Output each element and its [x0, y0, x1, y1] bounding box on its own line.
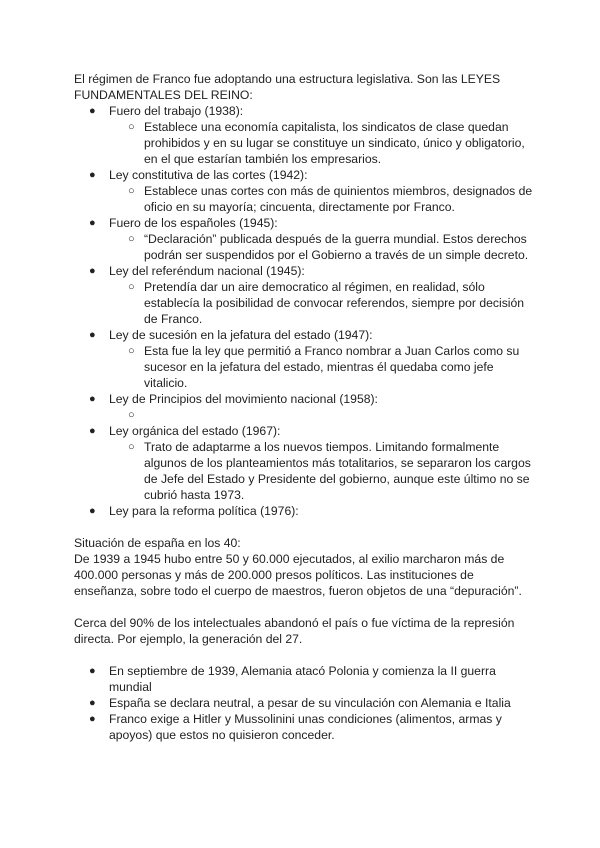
intro-paragraph: El régimen de Franco fue adoptando una estructura legislativa. Son las LEYES FUNDAMENTALES DEL REINO:: [74, 72, 501, 102]
event-item: [74, 711, 534, 743]
law-item: [74, 215, 534, 231]
sub-bullet-icon: ○: [128, 409, 135, 421]
sub-bullet-icon: ○: [128, 281, 135, 293]
law-title: Fuero del trabajo (1938):: [109, 104, 244, 118]
bullet-icon: ●: [89, 105, 96, 117]
law-item: [74, 423, 534, 439]
bullet-icon: ●: [89, 713, 96, 725]
bullet-icon: ●: [89, 329, 96, 341]
event-item: [74, 663, 534, 695]
law-note-text: Pretendía dar un aire democratico al régimen, en realidad, sólo establecía la posibilidad de convocar referendos, siempre por decisión de Franco.: [144, 280, 525, 326]
law-title: Ley para la reforma política (1976):: [109, 504, 299, 518]
event-text: España se declara neutral, a pesar de su vinculación con Alemania e Italia: [109, 696, 511, 710]
law-item: [74, 327, 534, 343]
sub-bullet-icon: ○: [128, 233, 135, 245]
law-title: Ley de sucesión en la jefatura del estado (1947):: [109, 328, 373, 342]
law-item: [74, 503, 534, 519]
law-note-text: Establece unas cortes con más de quinientos miembros, designados de oficio en su mayoría; cincuenta, directamente por Franco.: [144, 184, 533, 214]
law-note: [74, 119, 534, 167]
law-item: [74, 103, 534, 119]
event-text: Franco exige a Hitler y Mussolinini unas condiciones (alimentos, armas y apoyos) que estos no quisieron conceder.: [109, 712, 502, 742]
law-note: [74, 183, 534, 215]
law-note-text: Establece una economía capitalista, los sindicatos de clase quedan prohibidos y en su lugar se constituye un sindicato, único y obligatorio, en el que estarían también los empresarios.: [144, 120, 525, 166]
event-item: [74, 695, 534, 711]
bullet-icon: ●: [89, 393, 96, 405]
law-item: [74, 167, 534, 183]
sub-bullet-icon: ○: [128, 185, 135, 197]
law-title: Ley constitutiva de las cortes (1942):: [109, 168, 308, 182]
bullet-icon: ●: [89, 665, 96, 677]
law-title: Ley orgánica del estado (1967):: [109, 424, 281, 438]
law-note-text: Esta fue la ley que permitió a Franco nombrar a Juan Carlos como su sucesor en la jefatura del estado, mientras él quedaba como jefe vitalicio.: [144, 344, 520, 390]
intelectuales-paragraph: Cerca del 90% de los intelectuales abandonó el país o fue víctima de la represión directa. Por ejemplo, la generación del 27.: [74, 616, 515, 646]
law-title: Ley del referéndum nacional (1945):: [109, 264, 305, 278]
sub-bullet-icon: ○: [128, 345, 135, 357]
situacion-heading: Situación de españa en los 40:: [74, 536, 241, 550]
law-note: [74, 279, 534, 327]
document-content: [74, 71, 534, 743]
situacion-text: De 1939 a 1945 hubo entre 50 y 60.000 ejecutados, al exilio marcharon más de 400.000 personas y más de 200.000 presos políticos. Las instituciones de enseñanza, sobre todo el cuerpo de maestros, fueron objetos de una “depuración”.: [74, 552, 522, 598]
law-note: [74, 343, 534, 391]
sub-bullet-icon: ○: [128, 441, 135, 453]
law-title: Fuero de los españoles (1945):: [109, 216, 278, 230]
laws-list: [74, 103, 534, 519]
event-text: En septiembre de 1939, Alemania atacó Polonia y comienza la II guerra mundial: [109, 664, 496, 694]
law-note: [74, 439, 534, 503]
bullet-icon: ●: [89, 169, 96, 181]
law-note: [74, 407, 534, 423]
sub-bullet-icon: ○: [128, 121, 135, 133]
bullet-icon: ●: [89, 217, 96, 229]
law-item: [74, 391, 534, 407]
law-title: Ley de Principios del movimiento nacional (1958):: [109, 392, 378, 406]
law-note-text: “Declaración” publicada después de la guerra mundial. Estos derechos podrán ser suspendidos por el Gobierno a través de un simple decreto.: [144, 232, 529, 262]
law-note-text: Trato de adaptarme a los nuevos tiempos. Limitando formalmente algunos de los planteamientos más totalitarios, se separaron los cargos de Jefe del Estado y Presidente del gobierno, aunque este último no se cubrió hasta 1973.: [144, 440, 531, 502]
law-note: [74, 231, 534, 263]
bullet-icon: ●: [89, 425, 96, 437]
bullet-icon: ●: [89, 505, 96, 517]
bullet-icon: ●: [89, 265, 96, 277]
bullet-icon: ●: [89, 697, 96, 709]
events-list: [74, 663, 534, 743]
law-item: [74, 263, 534, 279]
